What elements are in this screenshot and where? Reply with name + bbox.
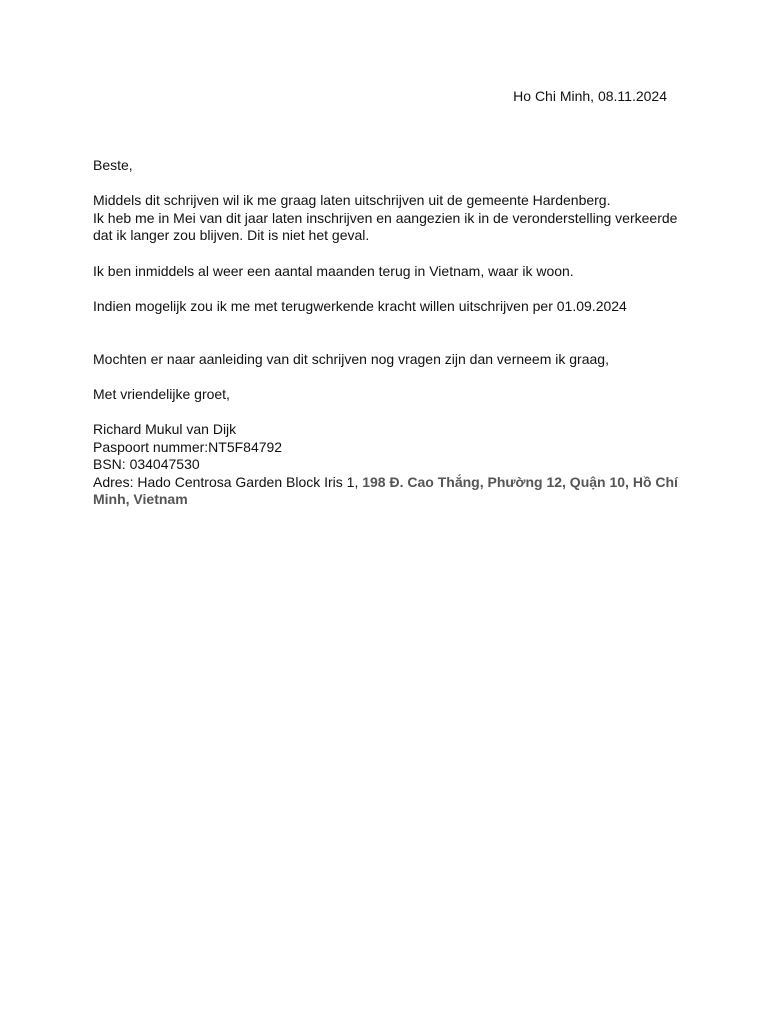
spacer [93,280,678,298]
spacer [93,245,678,263]
paragraph-questions: Mochten er naar aanleiding van dit schrijven nog vragen zijn dan verneem ik graag, [93,350,609,367]
spacer [93,315,678,350]
signature-name: Richard Mukul van Dijk [93,420,237,437]
paragraph-retroactive: Indien mogelijk zou ik me met terugwerkende kracht willen uitschrijven per 01.09.2024 [93,297,627,314]
paragraph-vietnam: Ik ben inmiddels al weer een aantal maanden terug in Vietnam, waar ik woon. [93,262,574,279]
address-detail: 198 Đ. Cao Thắng, Phường 12, Quận 10, Hồ Chí Minh, Vietnam [93,473,678,508]
place-date: Ho Chi Minh, 08.11.2024 [513,88,667,104]
paragraph-intro-line2: Ik heb me in Mei van dit jaar laten inschrijven en aangezien ik in de veronderstelling verkeerde dat ik langer zou blijven. Dit is niet het geval. [93,209,678,244]
paragraph-intro-line1: Middels dit schrijven wil ik me graag laten uitschrijven uit de gemeente Hardenberg. [93,192,611,209]
spacer [93,368,678,386]
spacer [93,175,678,193]
signature-bsn: BSN: 034047530 [93,456,200,473]
signature-passport: Paspoort nummer:NT5F84792 [93,438,283,455]
salutation: Beste, [93,157,133,173]
closing: Met vriendelijke groet, [93,385,230,402]
signature-address [93,474,678,509]
spacer [93,403,678,421]
letter-body [93,157,678,509]
address-prefix: Adres: Hado Centrosa Garden Block Iris 1, [93,473,363,490]
